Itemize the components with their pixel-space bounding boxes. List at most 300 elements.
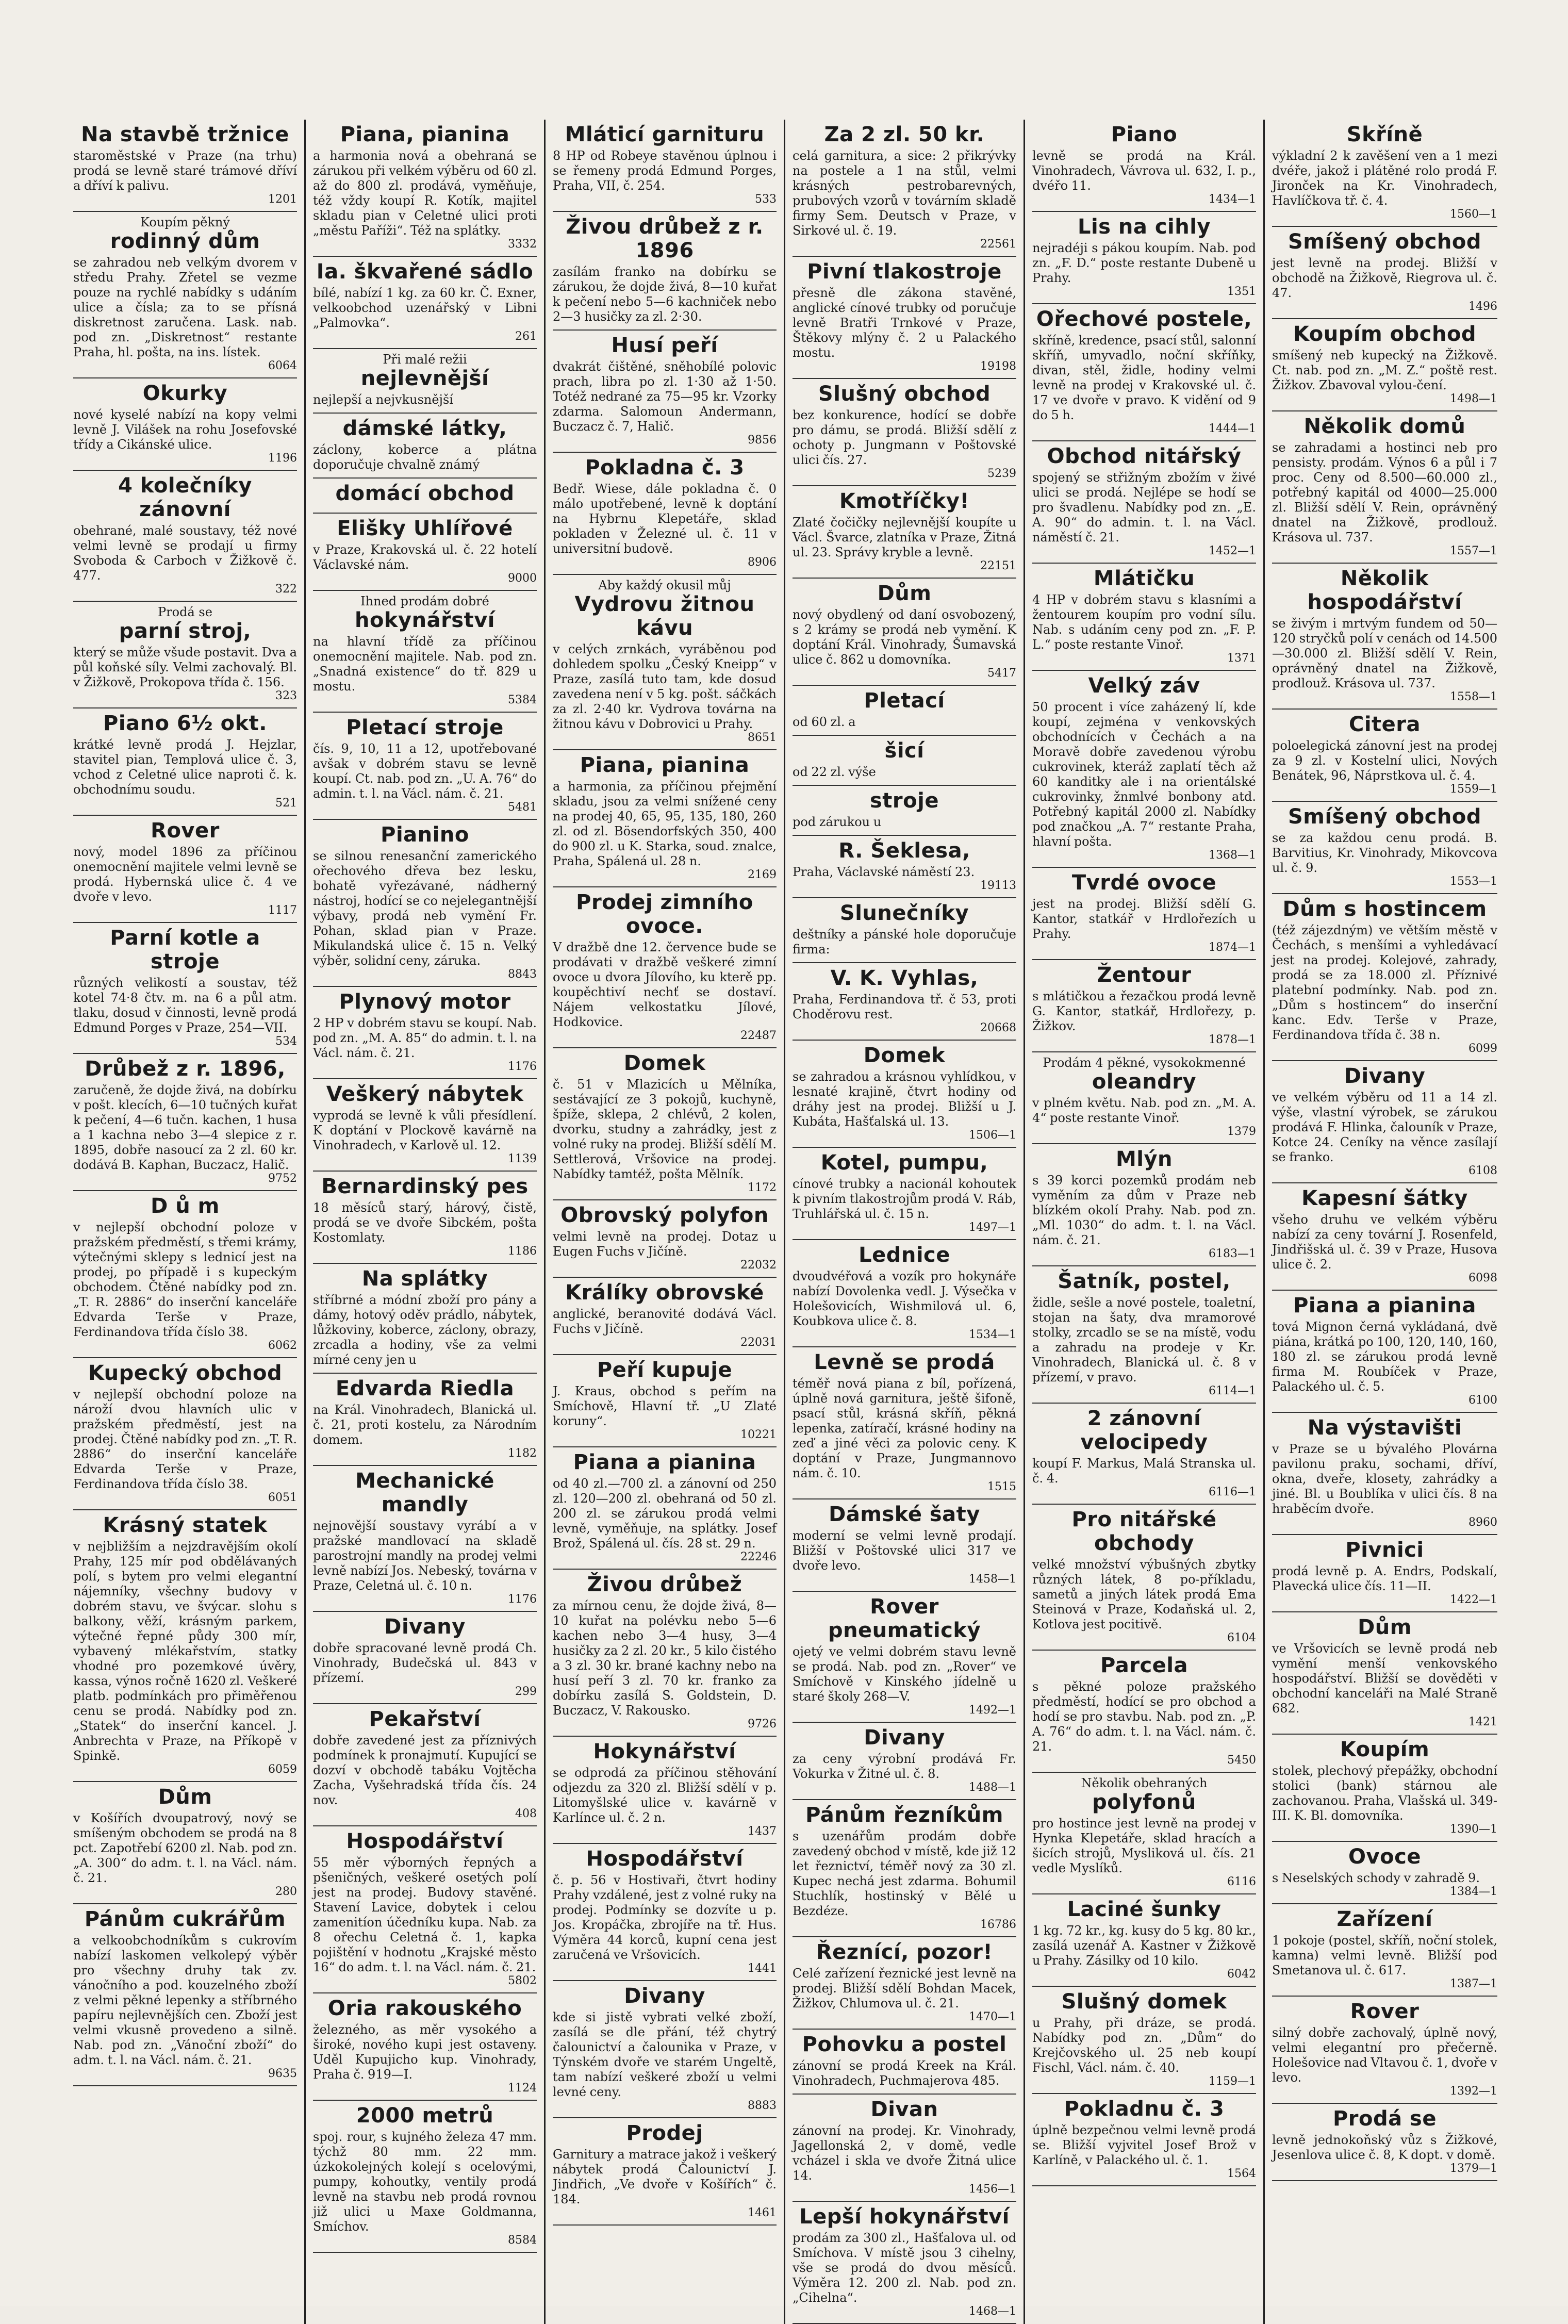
ad-reference-number: 1496 bbox=[1468, 300, 1497, 313]
ad-headline: Lis na cihly bbox=[1077, 215, 1211, 239]
ad-reference-number: 534 bbox=[275, 1035, 297, 1048]
ad-headline: Velký záv bbox=[1088, 674, 1200, 698]
ad-text: poloelegická zánovní jest na prodej za 9 zl. v Kostelní ulici, Nových Benátek, 96, Náprstkova ul. č. 4. bbox=[1272, 738, 1497, 783]
ad-headline: Vydrovu žitnou kávu bbox=[574, 592, 755, 640]
classified-ad bbox=[313, 1172, 537, 1264]
ad-headline: Skříně bbox=[1346, 123, 1423, 146]
classified-ad bbox=[73, 1510, 297, 1782]
classified-ad bbox=[1272, 227, 1497, 319]
ad-headline: nejlevnější bbox=[360, 367, 489, 390]
ad-reference-number: 9752 bbox=[268, 1172, 297, 1185]
classified-ad bbox=[1032, 2094, 1256, 2186]
classified-ad bbox=[73, 816, 297, 923]
ad-text: a velkoobchodníkům s cukrovím nabízí laskomen velkolepý výběr pro všechny druhy tak zv. vánočního a pod. kouzelného zboží z velmi pěkné lepenky a stříbrného papíru nejlevnějších cen. Zboží jest velmi vkusně provedeno a silně. Nab. pod zn. „Vánoční zboží“ do adm. t. l. na Václ. nám. č. 21. bbox=[73, 1933, 297, 2067]
ad-headline: Veškerý nábytek bbox=[326, 1082, 524, 1106]
ad-text: od 60 zl. a bbox=[793, 715, 856, 729]
classified-ad bbox=[1032, 1266, 1256, 1404]
ad-headline: Elišky Uhlířové bbox=[337, 517, 513, 540]
ad-text: Zlaté čočičky nejlevnější koupíte u Václ. Švarce, zlatníka v Praze, Žitná ul. 23. Správy kryble a levně. bbox=[793, 515, 1016, 559]
ad-text: koupí F. Markus, Malá Stranska ul. č. 4. bbox=[1032, 1456, 1256, 1486]
ad-reference-number: 1422—1 bbox=[1450, 1593, 1497, 1606]
column-2 bbox=[306, 120, 546, 2324]
ad-headline: Mláticí garnituru bbox=[565, 123, 765, 146]
classified-ad bbox=[313, 349, 537, 414]
ad-text: jest na prodej. Bližší sdělí G. Kantor, statkář v Hrdlořezích u Prahy. bbox=[1032, 897, 1256, 941]
ad-reference-number: 1392—1 bbox=[1450, 2085, 1497, 2098]
classified-ad bbox=[793, 2202, 1016, 2324]
classified-ad bbox=[313, 1826, 537, 1993]
ad-headline: Citera bbox=[1348, 713, 1421, 736]
classified-ad bbox=[1032, 1773, 1256, 1894]
classified-ad bbox=[793, 486, 1016, 579]
ad-reference-number: 1470—1 bbox=[969, 2010, 1016, 2023]
ad-text: obehrané, malé soustavy, též nové velmi levně se prodají u firmy Svoboda & Carboch v Žižkově č. 477. bbox=[73, 523, 297, 583]
ad-text: přesně dle zákona stavěné, anglické cínové trubky od poručuje levně Bratři Trnkové v Praze, Štěkovy mlýny č. 2 u Palackého mostu. bbox=[793, 286, 1016, 360]
ad-text: staroměstské v Praze (na trhu) prodá se levně staré trámové dříví a dříví k palivu. bbox=[73, 149, 297, 193]
classified-ad bbox=[1032, 868, 1256, 960]
classified-ad bbox=[553, 1981, 777, 2118]
ad-reference-number: 6051 bbox=[268, 1491, 297, 1504]
classified-ad bbox=[313, 713, 537, 820]
ad-headline: Okurky bbox=[142, 382, 228, 405]
classified-ad bbox=[553, 887, 777, 1048]
classified-ad bbox=[313, 514, 537, 591]
ad-reference-number: 3332 bbox=[508, 238, 537, 251]
ad-headline: Mechanické mandly bbox=[355, 1469, 494, 1517]
ad-text: 55 měr výborných řepných a pšeničných, veškeré osetých polí jest na prodej. Budovy stavěné. Stavení Lavice, dobytek i celou zamenitíon účedníku kupa. Nab. za 8 ořechu Celetná č. 1, kapka pojištění v hodnotu „Krajské město 16“ do adm. t. l. na Václ. nám. č. 21. bbox=[313, 1855, 537, 1974]
ad-text: téměř nová piana z bíl, pořízená, úplně nová garnitura, ještě šifoně, psací stůl, krásná skříň, pěkná lepenka, zatíračí, krásné hodiny na zeď a jiné věci za polovic ceny. K doptání v Praze, Jungmannovo nám. č. 10. bbox=[793, 1376, 1016, 1480]
ad-text: dobře spracované levně prodá Ch. Vinohrady, Budečská ul. 843 v přízemí. bbox=[313, 1641, 537, 1685]
ad-text: nejnovější soustavy vyrábí a v pražské mandlovací na skladě parostrojní mandly na prodej velmi levně nabízí Jos. Nebeský, továrna v Praze, Celetná ul. č. 10 n. bbox=[313, 1519, 537, 1593]
classified-ad bbox=[553, 453, 777, 575]
ad-text: 4 HP v dobrém stavu s klasními a žentourem koupím pro vodní sílu. Nab. s udáním ceny pod zn. „F. P. L.“ poste restante Vinoř. bbox=[1032, 592, 1256, 652]
ad-reference-number: 10221 bbox=[740, 1428, 777, 1441]
ad-text: v nejlepší obchodní poloze v pražském předměstí, s třemi krámy, výtečnými sklepy s lednicí jest na prodej, po případě i s kupeckým obchodem. Čtěné nabídky pod zn. „T. R. 2886“ do inserční kanceláře Edvarda Terše v Praze, Ferdinandova třída číslo 38. bbox=[73, 1220, 297, 1339]
classified-ad bbox=[553, 1355, 777, 1447]
ad-reference-number: 521 bbox=[275, 797, 297, 810]
ad-headline: Pro nitářské obchody bbox=[1071, 1508, 1217, 1555]
ad-text: na Král. Vinohradech, Blanická ul. č. 21, proti kostelu, za Národním domem. bbox=[313, 1403, 537, 1447]
ad-text: nové kyselé nabízí na kopy velmi levně J. Vilášek na rohu Josefovské třídy a Cikánské ulice. bbox=[73, 407, 297, 452]
ad-reference-number: 1878—1 bbox=[1209, 1033, 1256, 1046]
classified-ad bbox=[1032, 120, 1256, 212]
column-4 bbox=[785, 120, 1025, 2324]
ad-text: nejlepší a nejvkusnější bbox=[313, 392, 453, 407]
classified-ad bbox=[793, 2095, 1016, 2202]
ad-text: skříně, kredence, psací stůl, salonní skříň, umyvadlo, noční skříňky, divan, stěl, židle, hodiny velmi levně na prodej v Krakovské ul. č. 17 ve dvoře v pravo. K vidění od 9 do 5 h. bbox=[1032, 333, 1256, 422]
classified-ad bbox=[1032, 671, 1256, 868]
ad-lead-in: Prodám 4 pěkné, vysokokmenné bbox=[1043, 1056, 1246, 1070]
ad-lead-in: Ihned prodám dobré bbox=[360, 594, 489, 608]
ad-reference-number: 6116 bbox=[1227, 1875, 1256, 1888]
classified-ad bbox=[313, 479, 537, 514]
ad-text: spojený se střižným zbožím v živé ulici se prodá. Nejlépe se hodí se pro švadlenu. Nabídky pod zn. „E. A. 90“ do admin. t. l. na Václ. náměstí č. 21. bbox=[1032, 470, 1256, 545]
classified-ad bbox=[1272, 2104, 1497, 2181]
ad-text: se živým i mrtvým fundem od 50—120 stryčků polí v cenách od 14.500—30.000 zl. Bližší sdělí V. Rein, oprávněný dnatel na Žižkově, prodlouž. Krásova ul. 737. bbox=[1272, 616, 1497, 690]
ad-reference-number: 1534—1 bbox=[969, 1328, 1016, 1341]
classified-ad bbox=[793, 836, 1016, 898]
ad-text: s mlátičkou a řezačkou prodá levně G. Kantor, statkář, Hrdlořezy, p. Žižkov. bbox=[1032, 989, 1256, 1033]
classified-ad bbox=[793, 1240, 1016, 1347]
classified-ad bbox=[1272, 1061, 1497, 1183]
classified-ad bbox=[1272, 564, 1497, 710]
ad-reference-number: 6183—1 bbox=[1209, 1247, 1256, 1260]
ad-text: výkladní 2 k zavěšení ven a 1 mezi dvéře, jakož i plátěné rolo prodá F. Jironček na Kr. Vinohradech, Havlíčkova tř. č. 4. bbox=[1272, 149, 1497, 208]
ad-headline: Plynový motor bbox=[339, 990, 511, 1014]
classified-ad bbox=[1272, 411, 1497, 564]
classified-ad bbox=[313, 2101, 537, 2253]
ad-reference-number: 22031 bbox=[740, 1336, 777, 1349]
ad-headline: Obchod nitářský bbox=[1047, 444, 1242, 468]
classified-ad bbox=[73, 212, 297, 378]
ad-text: zánovní se prodá Kreek na Král. Vinohradech, Puchmajerova 485. bbox=[793, 2058, 1016, 2088]
classified-ad bbox=[553, 1278, 777, 1355]
ad-reference-number: 1558—1 bbox=[1450, 690, 1497, 703]
ad-reference-number: 6098 bbox=[1468, 1272, 1497, 1284]
classified-ad bbox=[553, 1447, 777, 1570]
ad-text: se zahradou a krásnou vyhlídkou, v lesnaté krajině, čtvrt hodiny od dráhy jest na prodej. Bližší u J. Kubáta, Hašťalská ul. 13. bbox=[793, 1069, 1016, 1129]
ad-reference-number: 9635 bbox=[268, 2067, 297, 2080]
ad-reference-number: 8883 bbox=[748, 2099, 777, 2112]
ad-headline: Zařízení bbox=[1336, 1907, 1433, 1931]
ad-lead-in: Aby každý okusil můj bbox=[598, 578, 731, 592]
ad-headline: Několik hospodářství bbox=[1307, 567, 1462, 614]
ad-reference-number: 1468—1 bbox=[969, 2305, 1016, 2318]
ad-text: u Prahy, při dráze, se prodá. Nabídky pod zn. „Dům“ do Krejčovského ul. 25 neb koupí Fischl, Václ. nám. č. 40. bbox=[1032, 2016, 1256, 2075]
ad-reference-number: 8960 bbox=[1468, 1516, 1497, 1529]
ad-reference-number: 22151 bbox=[980, 559, 1016, 572]
classified-ad bbox=[1272, 1735, 1497, 1842]
classified-ad bbox=[1272, 1904, 1497, 1997]
ad-text: levně se prodá na Král. Vinohradech, Vávrova ul. 632, I. p., dvéřo 11. bbox=[1032, 149, 1256, 193]
ad-headline: Za 2 zl. 50 kr. bbox=[824, 123, 985, 146]
classified-ad bbox=[313, 1612, 537, 1704]
ad-text: Garnitury a matrace jakož i veškerý nábytek prodá Čalounictví J. Jindřich, „Ve dvoře v Košířích“ č. 184. bbox=[553, 2147, 777, 2206]
ad-reference-number: 1176 bbox=[508, 1060, 537, 1073]
ad-text: v plném květu. Nab. pod zn. „M. A. 4“ poste restante Vinoř. bbox=[1032, 1096, 1256, 1125]
ad-text: kde si jistě vybrati velké zboží, zasílá se dle přání, též chytrý čalounictví a čalounika v Praze, v Týnském dvoře ve starém Ungeltě, tam nabízí veškeré zboží u velmi levné ceny. bbox=[553, 2010, 777, 2099]
ad-text: s Neselských schody v zahradě 9. bbox=[1272, 1871, 1480, 1885]
classified-ad bbox=[313, 1264, 537, 1374]
classified-ad bbox=[1272, 1291, 1497, 1413]
classified-ad bbox=[313, 1704, 537, 1826]
ad-reference-number: 1488—1 bbox=[969, 1781, 1016, 1794]
ad-text: silný dobře zachovalý, úplně nový, velmi elegantní pro přečerně. Holešovice nad Vltavou č. 1, dvoře v levo. bbox=[1272, 2025, 1497, 2085]
ad-reference-number: 1452—1 bbox=[1209, 545, 1256, 557]
ad-reference-number: 1351 bbox=[1227, 285, 1256, 298]
ad-headline: Husí peří bbox=[611, 334, 718, 357]
ad-reference-number: 5450 bbox=[1227, 1754, 1256, 1767]
classified-ad bbox=[1032, 1987, 1256, 2094]
ad-headline: Pánům řezníkům bbox=[805, 1803, 1003, 1827]
ad-headline: Smíšený obchod bbox=[1288, 230, 1482, 254]
ad-headline: Rover bbox=[1350, 2000, 1420, 2023]
ad-headline: Pianino bbox=[381, 823, 469, 847]
classified-ad bbox=[793, 1041, 1016, 1148]
ad-headline: Pivní tlakostroje bbox=[807, 260, 1002, 284]
ad-headline: Dámské šaty bbox=[829, 1503, 980, 1526]
ad-text: tová Mignon černá vykládaná, dvě piána, krátká po 100, 120, 140, 160, 180 zl. se zárukou prodá levně firma M. Roubíček v Praze, Palackého ul. č. 5. bbox=[1272, 1320, 1497, 1394]
classified-ad bbox=[793, 1148, 1016, 1240]
classified-ad bbox=[793, 1592, 1016, 1723]
classified-ad bbox=[1272, 120, 1497, 227]
classified-ad bbox=[793, 2030, 1016, 2095]
classified-ad bbox=[73, 602, 297, 708]
ad-headline: Pivnici bbox=[1345, 1538, 1424, 1562]
classified-ad bbox=[313, 1079, 537, 1172]
ad-text: anglické, beranovité dodává Václ. Fuchs v Jičíně. bbox=[553, 1307, 777, 1336]
classified-ad bbox=[793, 379, 1016, 486]
ad-text: stříbrné a módní zboží pro pány a dámy, hotový oděv prádlo, nábytek, lůžkoviny, koberce, záclony, obrazy, zrcadla a hodiny, vše za velmi mírné ceny jen u bbox=[313, 1293, 537, 1367]
ad-headline: Řeznící, pozor! bbox=[816, 1940, 993, 1964]
ad-headline: Domek bbox=[623, 1051, 706, 1075]
ad-headline: 4 kolečníky zánovní bbox=[118, 474, 252, 521]
ad-text: s 39 korci pozemků prodám neb vyměním za dům v Praze neb blízkém okolí Prahy. Nab. pod zn. „Ml. 1030“ do adm. t. l. na Václ. nám. č. 21. bbox=[1032, 1173, 1256, 1247]
ad-headline: Piana, pianina bbox=[340, 123, 510, 146]
ad-headline: Ořechové postele, bbox=[1036, 307, 1252, 331]
ad-headline: Hokynářství bbox=[593, 1740, 736, 1763]
ad-text: čís. 9, 10, 11 a 12, upotřebované avšak v dobrém stavu se levně koupí. Ct. nab. pod zn. „U. A. 76“ do admin. t. l. na Václ. nám. č. 21. bbox=[313, 741, 537, 801]
ad-headline: Lednice bbox=[859, 1243, 950, 1267]
classified-ad bbox=[1272, 1842, 1497, 1904]
ad-reference-number: 6059 bbox=[268, 1763, 297, 1776]
ad-headline: Králíky obrovské bbox=[565, 1281, 764, 1305]
ad-headline: Parní kotle a stroje bbox=[110, 926, 260, 974]
ad-reference-number: 1492—1 bbox=[969, 1704, 1016, 1717]
classified-ad bbox=[313, 591, 537, 713]
ad-reference-number: 1172 bbox=[748, 1181, 777, 1194]
ad-reference-number: 22246 bbox=[740, 1551, 777, 1563]
ad-text: v nejlepší obchodní poloze na nároží dvou hlavních ulic v pražském předměstí, jest na prodej. Čtěné nabídky pod zn. „T. R. 2886“ do inserční kanceláře Edvarda Terše v Praze, Ferdinandova třída číslo 38. bbox=[73, 1387, 297, 1491]
ad-headline: Na splátky bbox=[361, 1267, 488, 1291]
classified-ad bbox=[553, 1048, 777, 1200]
ad-text: stolek, plechový přepážky, obchodní stolici (bank) stárnou ale zachovanou. Praha, Vlašská ul. 349-III. K. Bl. domovníka. bbox=[1272, 1763, 1497, 1823]
ad-headline: Oria rakouského bbox=[327, 1997, 522, 2020]
ad-text: na hlavní třídě za příčinou onemocnění majitele. Nab. pod zn. „Snadná existence“ do tř. 829 u mostu. bbox=[313, 634, 537, 694]
ad-reference-number: 1117 bbox=[268, 904, 297, 917]
ad-text: 1 pokoje (postel, skříň, noční stolek, kamna) velmi levně. Bližší pod Smetanova ul. č. 617. bbox=[1272, 1933, 1497, 1977]
ad-reference-number: 1387—1 bbox=[1450, 1977, 1497, 1990]
ad-headline: Žentour bbox=[1097, 963, 1192, 987]
ad-reference-number: 5802 bbox=[508, 1974, 537, 1987]
ad-text: židle, sešle a nové postele, toaletní, stojan na šaty, dva mramorové stolky, zrcadlo se se na místě, vodu a zahradu na prodeje v Kr. Vinohradech, Blanická ul. č. 8 v přízemí, v pravo. bbox=[1032, 1295, 1256, 1384]
classified-ad bbox=[1032, 1144, 1256, 1266]
classified-ad bbox=[793, 1723, 1016, 1800]
classified-ad bbox=[553, 331, 777, 453]
ad-reference-number: 9856 bbox=[748, 434, 777, 447]
ad-headline: Prodej bbox=[626, 2121, 703, 2145]
ad-reference-number: 322 bbox=[275, 583, 297, 596]
ad-headline: Kupecký obchod bbox=[88, 1361, 283, 1385]
ad-text: Praha, Václavské náměstí 23. bbox=[793, 865, 975, 879]
ad-text: se za každou cenu prodá. B. Barvitius, Kr. Vinohrady, Mikovcova ul. č. 9. bbox=[1272, 831, 1497, 875]
ad-text: velké množství výbušných zbytky různých látek, 8 po-příkladu, sametů a jiných látek prodá Ema Steinová v Praze, Kodaňská ul. 2, Kotlova jest pocitivě. bbox=[1032, 1557, 1256, 1631]
classified-ad bbox=[73, 378, 297, 471]
classified-ad bbox=[1272, 1183, 1497, 1291]
ad-text: v celých zrnkách, vyráběnou pod dohledem spolku „Český Kneipp“ v Praze, zasílá tuto tam, kde dosud zavedena není v 5 kg. pošt. sáčkách za zl. 2·40 kr. Vydrova továrna na žitnou kávu v Dobrovici u Prahy. bbox=[553, 642, 777, 731]
ad-text: v Košířích dvoupatrový, nový se smíšeným obchodem se prodá na 8 pct. Zapotřebí 6200 zl. Nab. pod zn. „A. 300“ do adm. t. l. na Václ. nám. č. 21. bbox=[73, 1811, 297, 1885]
ad-text: dvakrát čištěné, sněhobílé polovic prach, libra po zl. 1·30 až 1·50. Totéž nedrané za 75—95 kr. Vzorky zdarma. Salomoun Andermann, Buczacz č. 7, Halič. bbox=[553, 359, 777, 434]
ad-reference-number: 19113 bbox=[980, 879, 1016, 892]
column-1 bbox=[66, 120, 306, 2324]
classified-ad bbox=[1032, 1894, 1256, 1987]
ad-headline: Levně se prodá bbox=[814, 1350, 995, 1374]
ad-reference-number: 1553—1 bbox=[1450, 875, 1497, 888]
ad-reference-number: 1437 bbox=[748, 1825, 777, 1838]
ad-headline: Živou drůbež bbox=[587, 1573, 742, 1596]
ad-reference-number: 1176 bbox=[508, 1593, 537, 1606]
classified-ad bbox=[553, 212, 777, 331]
classified-ad bbox=[313, 820, 537, 987]
ad-reference-number: 1441 bbox=[748, 1962, 777, 1975]
ad-headline: Mlýn bbox=[1115, 1147, 1173, 1171]
ad-headline: polyfonů bbox=[1092, 1790, 1196, 1814]
ad-reference-number: 19198 bbox=[980, 360, 1016, 373]
ad-reference-number: 20668 bbox=[980, 1021, 1016, 1034]
ad-lead-in: Při malé režii bbox=[383, 352, 467, 367]
ad-headline: Divany bbox=[624, 1984, 705, 2008]
ad-lead-in: Koupím pěkný bbox=[140, 215, 230, 229]
classified-ad bbox=[1272, 802, 1497, 894]
ad-text: úplně bezpečnou velmi levně prodá se. Bližší vyjvitel Josef Brož v Karlíně, v Palackého ul. č. 1. bbox=[1032, 2123, 1256, 2167]
ad-reference-number: 8584 bbox=[508, 2234, 537, 2247]
classified-ad bbox=[793, 736, 1016, 786]
ad-text: různých velikostí a soustav, též kotel 74·8 čtv. m. na 6 a půl atm. tlaku, dosud v činnosti, levně prodá Edmund Porges v Praze, 254—VII. bbox=[73, 976, 297, 1035]
ad-text: od 40 zl.—700 zl. a zánovní od 250 zl. 120—200 zl. obehraná od 50 zl. 200 zl. se zárukou prodá velmi levně, vyměňuje, na splátky. Josef Brož, Spálená ul. čís. 28 st. 29 n. bbox=[553, 1476, 777, 1551]
classified-ad bbox=[553, 1737, 777, 1844]
classified-ad bbox=[1032, 1052, 1256, 1144]
classified-ad bbox=[73, 471, 297, 602]
classified-ad bbox=[73, 1358, 297, 1510]
ad-headline: oleandry bbox=[1092, 1070, 1197, 1094]
ad-text: 18 měsíců starý, hárový, čistě, prodá se ve dvoře Sibckém, pošta Kostomlaty. bbox=[313, 1200, 537, 1245]
ad-text: levně jednokoňský vůz s Žižkové, Jesenlova ulice č. 8, K dopt. v domě. bbox=[1272, 2133, 1497, 2162]
ad-text: Praha, Ferdinandova tř. č 53, proti Choděrovu rest. bbox=[793, 992, 1016, 1021]
ad-text: 8 HP od Robeye stavěnou úplnou i se řemeny prodá Edmund Porges, Praha, VII, č. 254. bbox=[553, 149, 777, 193]
ad-headline: domácí obchod bbox=[335, 482, 515, 505]
ad-reference-number: 5239 bbox=[987, 467, 1016, 480]
ad-headline: parní stroj, bbox=[119, 619, 252, 643]
ad-headline: Piano 6½ okt. bbox=[103, 712, 267, 735]
ad-headline: hokynářství bbox=[354, 608, 496, 632]
ad-text: za ceny výrobní prodává Fr. Vokurka v Žitné ul. č. 8. bbox=[793, 1752, 1016, 1781]
ad-reference-number: 1874—1 bbox=[1209, 941, 1256, 954]
ad-reference-number: 1506—1 bbox=[969, 1129, 1016, 1142]
ad-text: a harmonia, za příčinou přejmění skladu, jsou za velmi snížené ceny na prodej 40, 65, 95, 135, 180, 260 zl. od zl. Bösendorfských 350, 400 do 900 zl. u K. Starka, soud. znalce, Praha, Spálená ul. 28 n. bbox=[553, 779, 777, 868]
ad-text: spoj. rour, s kujného železa 47 mm. týchž 80 mm. 22 mm. úzkokolejných kolejí s ocelovými, pumpy, kohoutky, ventily prodá levně na stavbu neb prodá rovnou již ulici u Maxe Goldmanna, Smíchov. bbox=[313, 2130, 537, 2234]
ad-reference-number: 1560—1 bbox=[1450, 208, 1497, 221]
ad-text: vyprodá se levně k vůli přesídlení. K doptání v Plockově kavárně na Vinohradech, v Karlově ul. 12. bbox=[313, 1108, 537, 1152]
ad-headline: Pokladna č. 3 bbox=[585, 456, 745, 480]
ad-headline: Dům bbox=[1358, 1616, 1412, 1639]
ad-reference-number: 1139 bbox=[508, 1152, 537, 1165]
ad-reference-number: 1497—1 bbox=[969, 1221, 1016, 1234]
classified-ad bbox=[793, 257, 1016, 379]
ad-text: v Praze, Krakovská ul. č. 22 hotelí Václavské nám. bbox=[313, 542, 537, 572]
classified-ad bbox=[73, 1904, 297, 2086]
ad-reference-number: 8651 bbox=[748, 731, 777, 744]
ad-headline: Několik domů bbox=[1303, 415, 1466, 438]
column-6 bbox=[1265, 120, 1505, 2324]
ad-headline: Koupím obchod bbox=[1293, 322, 1477, 346]
ad-reference-number: 5481 bbox=[508, 801, 537, 814]
ad-headline: stroje bbox=[870, 789, 939, 813]
ad-text: za mírnou cenu, že dojde živá, 8—10 kuřat na polévku nebo 5—6 kachen nebo 3—4 husy, 3—4 husičky za 2 zl. 20 kr., 5 kilo čistého a 3 zl. 30 kr. brané kachny nebo na husí peří 3 zl. 70 kr. franko za dobírku zasílá S. Goldstein, D. Buczacz, V. Rakousko. bbox=[553, 1598, 777, 1718]
classified-ad bbox=[793, 686, 1016, 736]
ad-headline: Pletací stroje bbox=[346, 716, 504, 739]
ad-headline: Hospodářství bbox=[346, 1829, 504, 1853]
ad-lead-in: Několik obehraných bbox=[1081, 1776, 1208, 1790]
classified-ad bbox=[793, 898, 1016, 963]
classified-ad bbox=[73, 923, 297, 1054]
ad-text: prodám za 300 zl., Hašťalova ul. od Smíchova. V místě jsou 3 cihelny, vše se prodá do dvou měsíců. Výměra 12. 200 zl. Nab. pod zn. „Cihelna“. bbox=[793, 2231, 1016, 2305]
ad-headline: Dům bbox=[877, 582, 932, 605]
classified-ad bbox=[313, 1374, 537, 1466]
classified-ad bbox=[313, 987, 537, 1079]
ad-lead-in: Prodá se bbox=[158, 605, 212, 619]
classified-ad bbox=[73, 1782, 297, 1904]
ad-text: č. p. 56 v Hostivaři, čtvrt hodiny Prahy vzdálené, jest z volné ruky na prodej. Podmínky se dozvíte u p. Jos. Kropáčka, zbrojíře na tř. Hus. Výměra 44 korců, kupní cena jest zaručená ve Vršovicích. bbox=[553, 1873, 777, 1962]
ad-reference-number: 22032 bbox=[740, 1259, 777, 1272]
ad-reference-number: 323 bbox=[275, 689, 297, 702]
classified-ad bbox=[553, 1570, 777, 1737]
ad-headline: Tvrdé ovoce bbox=[1071, 871, 1217, 895]
ad-text: Celé zařízení řeznické jest levně na prodej. Bližší sdělí Bohdan Macek, Žižkov, Chlumova ul. č. 21. bbox=[793, 1966, 1016, 2010]
ad-text: pod zárukou u bbox=[793, 815, 882, 829]
classified-ad bbox=[793, 1499, 1016, 1592]
ad-reference-number: 1124 bbox=[508, 2082, 537, 2095]
ad-text: záclony, koberce a plátna doporučuje chvalně známý bbox=[313, 442, 537, 472]
ad-headline: Divany bbox=[1344, 1064, 1426, 1088]
ad-reference-number: 9726 bbox=[748, 1718, 777, 1730]
ad-text: všeho druhu ve velkém výběru nabízí za ceny tovární J. Rosenfeld, Jindřišská ul. č. 39 v Praze, Husova ulice č. 2. bbox=[1272, 1212, 1497, 1272]
ad-text: se silnou renesanční zamerického ořechového dřeva bez lesku, bohatě vyřezávané, nádherný nástroj, hodící se co nejelegantnější výbavy, prodá neb vymění Fr. Pohan, sklad pian v Praze. Mikulandská ulice č. 15 n. Velký výběr, solidní ceny, záruka. bbox=[313, 849, 537, 968]
ad-reference-number: 6104 bbox=[1227, 1631, 1256, 1644]
classified-ad bbox=[1032, 564, 1256, 671]
ad-headline: Bernardinský pes bbox=[321, 1175, 529, 1198]
ad-reference-number: 299 bbox=[515, 1685, 537, 1698]
ad-headline: Rover pneumatický bbox=[828, 1595, 981, 1642]
ad-text: ojetý ve velmi dobrém stavu levně se prodá. Nab. pod zn. „Rover“ ve Smíchově v Kinského jídelně u staré školy 268—V. bbox=[793, 1644, 1016, 1704]
ad-reference-number: 1379 bbox=[1227, 1125, 1256, 1138]
ad-reference-number: 1379—1 bbox=[1450, 2162, 1497, 2175]
ad-text: ve velkém výběru od 11 a 14 zl. výše, vlastní výrobek, se zárukou prodává F. Hlinka, čalouník v Praze, Kotce 24. Ceníky na věnce zasílají se franko. bbox=[1272, 1090, 1497, 1164]
ad-text: smíšený neb kupecký na Žižkově. Ct. nab. pod zn. „M. Z.“ poště rest. Žižkov. Zbavoval vylou-čení. bbox=[1272, 348, 1497, 392]
ad-headline: Lepší hokynářství bbox=[799, 2205, 1010, 2229]
ad-text: krátké levně prodá J. Hejzlar, stavitel pian, Templová ulice č. 3, vchod z Celetné ulice naproti č. k. obchodnímu soudu. bbox=[73, 737, 297, 797]
ad-text: 1 kg. 72 kr., kg. kusy do 5 kg. 80 kr., zasílá uzenář A. Kastner v Žižkově u Prahy. Zásilky od 10 kilo. bbox=[1032, 1923, 1256, 1968]
ad-headline: Divany bbox=[384, 1615, 466, 1639]
classified-ad bbox=[1272, 894, 1497, 1061]
ad-headline: Obrovský polyfon bbox=[560, 1204, 769, 1227]
classified-ad bbox=[553, 2118, 777, 2226]
ad-text: deštníky a pánské hole doporučuje firma: bbox=[793, 927, 1016, 957]
ad-reference-number: 6108 bbox=[1468, 1164, 1497, 1177]
ad-headline: Divany bbox=[864, 1726, 945, 1750]
classified-ad bbox=[73, 708, 297, 816]
ad-text: se odprodá za příčinou stěhování odjezdu za 320 zl. Bližší sdělí v p. Litomyšlské ulice v. kavárně v Karlínce ul. č. 2 n. bbox=[553, 1766, 777, 1825]
ad-text: ve Vršovicích se levně prodá neb vymění menší venkovského hospodářství. Bližší se dověděti v obchodní kanceláři na Malé Straně 682. bbox=[1272, 1641, 1497, 1716]
ad-headline: Kotel, pumpu, bbox=[820, 1151, 988, 1175]
classified-columns bbox=[66, 120, 1505, 2318]
ad-text: s pěkné poloze pražského předměstí, hodící se pro obchod a hodí se pro stavbu. Nab. pod zn. „P. A. 76“ do adm. t. l. na Václ. nám. č. 21. bbox=[1032, 1679, 1256, 1754]
classified-ad bbox=[313, 1466, 537, 1612]
ad-text: (též zájezdným) ve větším městě v Čechách, s menšími a vyhledávací jest na prodej. Kolejové, zahrady, prodá se za 18.000 zl. Příznivé platební podmínky. Nab. pod zn. „Dům s hostincem“ do inserční kanc. Edv. Terše v Praze, Ferdinandova třída č. 38 n. bbox=[1272, 923, 1497, 1042]
ad-headline: Ovoce bbox=[1348, 1845, 1421, 1869]
ad-headline: Prodá se bbox=[1332, 2107, 1437, 2131]
ad-headline: Ia. škvařené sádlo bbox=[316, 260, 534, 284]
ad-reference-number: 1564 bbox=[1227, 2167, 1256, 2180]
